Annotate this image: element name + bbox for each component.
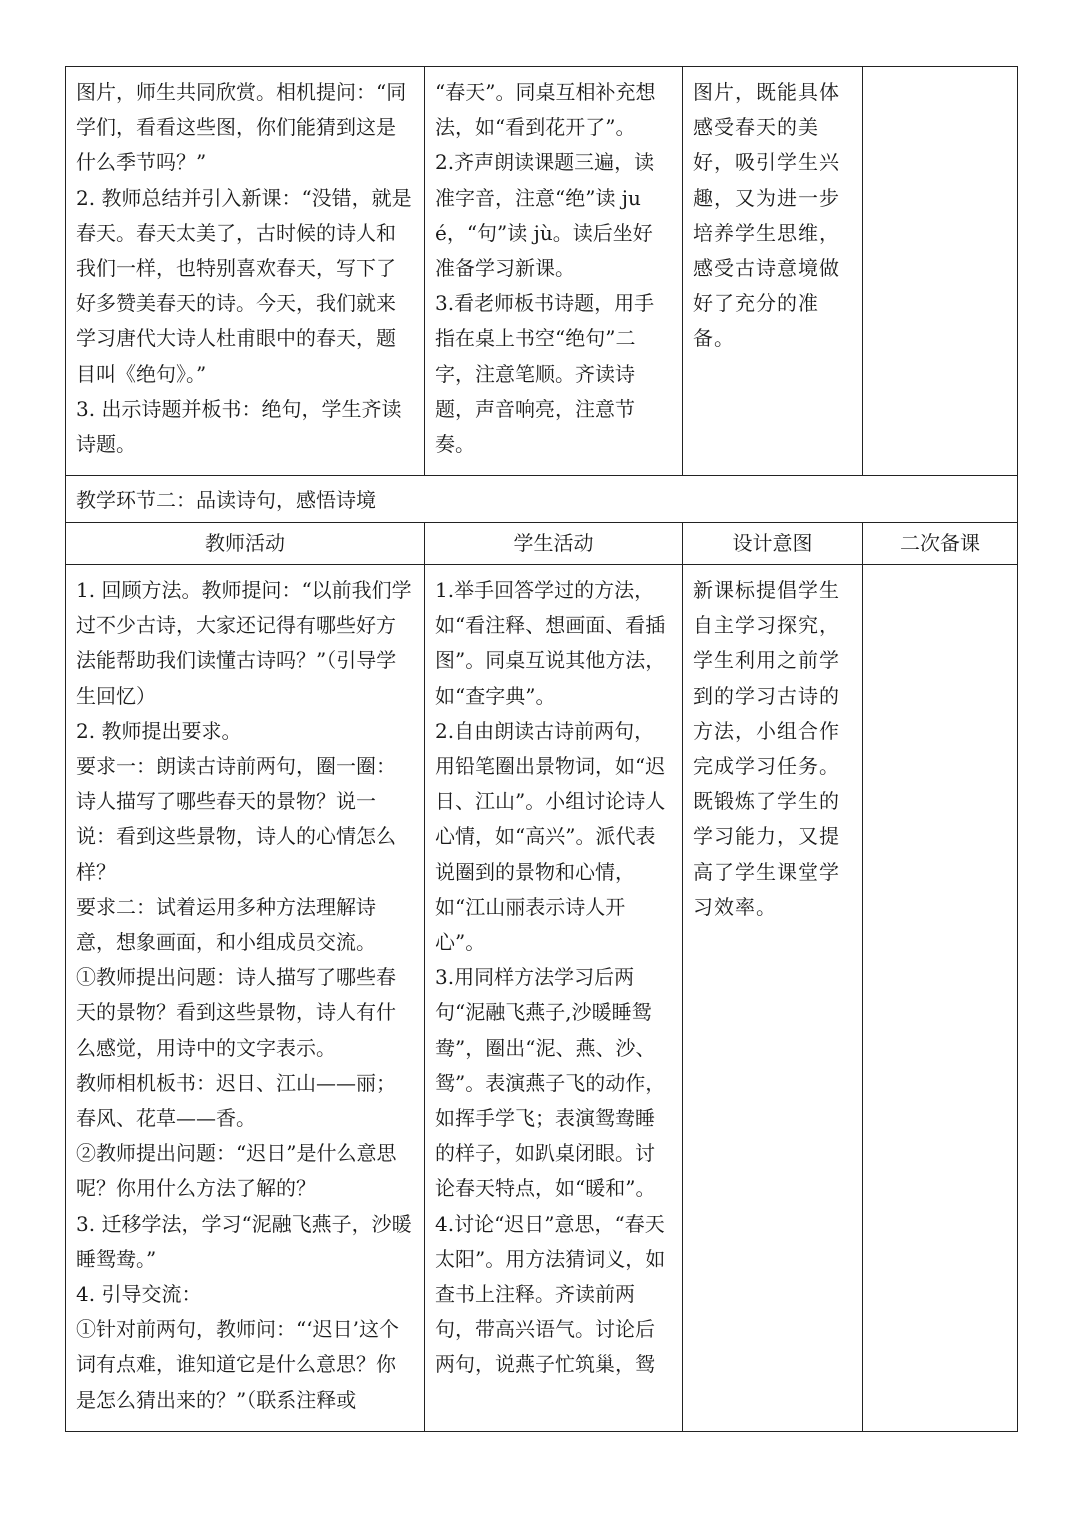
paragraph: 4. 引导交流：: [76, 1282, 202, 1307]
header-second-prep: 二次备课: [863, 523, 1018, 565]
paragraph: ①教师提出问题：诗人描写了哪些春天的景物？看到这些景物，诗人有什么感觉，用诗中的文字表示。: [76, 965, 396, 1060]
paragraph: “春天”。同桌互相补充想法，如“看到花开了”。: [435, 80, 656, 140]
student-activity-cell: [425, 67, 683, 476]
table-row: [66, 67, 1018, 476]
student-activity-cell: [425, 565, 683, 1432]
paragraph: 1. 回顾方法。教师提问：“以前我们学过不少古诗，大家还记得有哪些好方法能帮助我们读懂古诗吗？”（引导学生回忆）: [76, 578, 412, 708]
paragraph: ②教师提出问题：“迟日”是什么意思呢？你用什么方法了解的？: [76, 1141, 397, 1201]
paragraph: 2.自由朗读古诗前两句，用铅笔圈出景物词，如“迟日、江山”。小组讨论诗人心情，如“高兴”。派代表说圈到的景物和心情，如“江山丽表示诗人开心”。: [435, 718, 666, 955]
table-header-row: [66, 523, 1018, 565]
design-intent-cell: [683, 67, 863, 476]
paragraph: 新课标提倡学生自主学习探究，学生利用之前学到的学习古诗的方法，小组合作完成学习任务。既锻炼了学生的学习能力，又提高了学生课堂学习效率。: [693, 578, 840, 919]
paragraph: 要求一：朗读古诗前两句，圈一圈：诗人描写了哪些春天的景物？说一说：看到这些景物，诗人的心情怎么样？: [76, 754, 396, 884]
paragraph: 要求二：试着运用多种方法理解诗意，想象画面，和小组成员交流。: [76, 894, 376, 955]
paragraph: 图片，师生共同欣赏。相机提问：“同学们，看看这些图，你们能猜到这是什么季节吗？”: [76, 80, 407, 175]
table-row: [66, 565, 1018, 1432]
paragraph: 3.看老师板书诗题，用手指在桌上书空“绝句”二字，注意笔顺。齐读诗题，声音响亮，注意节奏。: [435, 291, 655, 457]
paragraph: ①针对前两句，教师问：“‘迟日’这个词有点难，谁知道它是什么意思？你是怎么猜出来的？”（联系注释或: [76, 1317, 399, 1412]
lesson-plan-table: [65, 66, 1018, 1432]
paragraph: 2. 教师总结并引入新课：“没错，就是春天。春天太美了，古时候的诗人和我们一样，也特别喜欢春天，写下了好多赞美春天的诗。今天，我们就来学习唐代大诗人杜甫眼中的春天，题目叫《绝句》。”: [76, 185, 412, 386]
header-teacher-activity: 教师活动: [66, 523, 425, 565]
section-title: 教学环节二：品读诗句，感悟诗境: [66, 476, 1018, 523]
second-prep-cell: [863, 565, 1018, 1432]
teacher-activity-cell: [66, 67, 425, 476]
paragraph: 3. 出示诗题并板书：绝句，学生齐读诗题。: [76, 396, 402, 457]
paragraph: 教师相机板书：迟日、江山——丽；春风、花草——香。: [76, 1070, 396, 1131]
second-prep-cell: [863, 67, 1018, 476]
header-design-intent: 设计意图: [683, 523, 863, 565]
paragraph: 1.举手回答学过的方法，如“看注释、想画面、看插图”。同桌互说其他方法，如“查字典”。: [435, 578, 666, 708]
teacher-activity-cell: [66, 565, 425, 1432]
paragraph: 3. 迁移学法，学习“泥融飞燕子，沙暖睡鸳鸯。”: [76, 1211, 412, 1271]
paragraph: 3.用同样方法学习后两句“泥融飞燕子,沙暖睡鸳鸯”，圈出“泥、燕、沙、鸳”。表演燕子飞的动作，如挥手学飞；表演鸳鸯睡的样子，如趴桌闭眼。讨论春天特点，如“暖和”。: [435, 965, 666, 1201]
paragraph: 图片，既能具体感受春天的美好，吸引学生兴趣，又为进一步培养学生思维，感受古诗意境做好了充分的准备。: [693, 80, 840, 351]
design-intent-cell: [683, 565, 863, 1432]
paragraph: 2.齐声朗读课题三遍，读准字音，注意“绝”读 jué，“句”读 jù。读后坐好准备学习新课。: [435, 150, 655, 281]
table-row: [66, 476, 1018, 523]
paragraph: 2. 教师提出要求。: [76, 718, 242, 743]
paragraph: 4.讨论“迟日”意思，“春天太阳”。用方法猜词义，如查书上注释。齐读前两句，带高兴语气。讨论后两句，说燕子忙筑巢，鸳: [435, 1211, 666, 1377]
header-student-activity: 学生活动: [425, 523, 683, 565]
lesson-plan-sheet: [65, 66, 1017, 1432]
